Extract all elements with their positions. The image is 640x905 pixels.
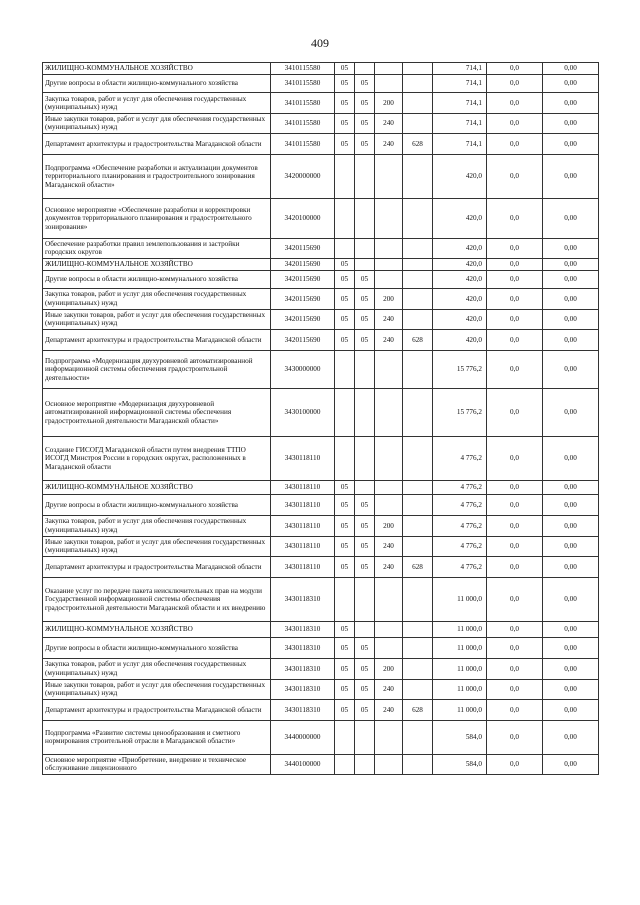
table-row (43, 658, 599, 679)
cell-sum-1: 4 776,2 (433, 494, 487, 515)
cell-sum-1: 714,1 (433, 63, 487, 75)
cell-subsection: 05 (355, 75, 375, 93)
cell-code: 3430118310 (271, 679, 335, 699)
cell-sum-2: 0,0 (487, 154, 543, 198)
cell-expense-type: 240 (375, 536, 403, 556)
cell-department-code (403, 198, 433, 238)
cell-code: 3430118110 (271, 480, 335, 494)
cell-expense-type (375, 494, 403, 515)
cell-section (335, 154, 355, 198)
table-row (43, 637, 599, 658)
cell-sum-3: 0,00 (543, 198, 599, 238)
table-row (43, 133, 599, 154)
table-row (43, 63, 599, 75)
cell-subsection: 05 (355, 309, 375, 329)
cell-sum-1: 714,1 (433, 114, 487, 134)
cell-sum-1: 714,1 (433, 93, 487, 114)
table-row (43, 114, 599, 134)
cell-code: 3420115690 (271, 270, 335, 288)
cell-expense-type: 240 (375, 679, 403, 699)
budget-table (42, 62, 599, 775)
cell-subsection (355, 350, 375, 388)
cell-sum-2: 0,0 (487, 556, 543, 577)
cell-name: Подпрограмма «Обеспечение разработки и актуализации документов территориального планирования и градостроительного зонирования Магаданской области» (43, 154, 271, 198)
cell-section (335, 754, 355, 774)
cell-sum-3: 0,00 (543, 309, 599, 329)
cell-sum-2: 0,0 (487, 270, 543, 288)
cell-subsection: 05 (355, 679, 375, 699)
cell-section: 05 (335, 63, 355, 75)
cell-code: 3430118310 (271, 577, 335, 621)
cell-name: Другие вопросы в области жилищно-коммунального хозяйства (43, 637, 271, 658)
cell-sum-1: 4 776,2 (433, 480, 487, 494)
cell-sum-1: 11 000,0 (433, 621, 487, 637)
cell-code: 3420115690 (271, 329, 335, 350)
cell-department-code (403, 93, 433, 114)
cell-name: Подпрограмма «Развитие системы ценообразования и сметного нормирования строительной отрасли в Магаданской области» (43, 720, 271, 754)
cell-name: Подпрограмма «Модернизация двухуровневой автоматизированной информационной системы обеспечения градостроительной деятельности» (43, 350, 271, 388)
cell-expense-type (375, 754, 403, 774)
cell-expense-type (375, 63, 403, 75)
cell-department-code (403, 494, 433, 515)
cell-code: 3410115580 (271, 133, 335, 154)
cell-expense-type (375, 154, 403, 198)
cell-name: Обеспечение разработки правил землепользования и застройки городских округов (43, 238, 271, 258)
cell-sum-2: 0,0 (487, 238, 543, 258)
cell-sum-1: 15 776,2 (433, 388, 487, 436)
cell-expense-type: 200 (375, 515, 403, 536)
cell-sum-3: 0,00 (543, 637, 599, 658)
cell-department-code (403, 238, 433, 258)
cell-sum-3: 0,00 (543, 480, 599, 494)
cell-department-code (403, 480, 433, 494)
table-row (43, 720, 599, 754)
cell-sum-3: 0,00 (543, 699, 599, 720)
cell-section (335, 720, 355, 754)
cell-subsection (355, 258, 375, 270)
cell-expense-type: 240 (375, 699, 403, 720)
table-row (43, 621, 599, 637)
cell-code: 3420115690 (271, 288, 335, 309)
cell-subsection (355, 720, 375, 754)
cell-code: 3430100000 (271, 388, 335, 436)
cell-code: 3430118110 (271, 556, 335, 577)
cell-sum-3: 0,00 (543, 679, 599, 699)
cell-section: 05 (335, 288, 355, 309)
cell-sum-3: 0,00 (543, 288, 599, 309)
cell-department-code (403, 658, 433, 679)
cell-expense-type (375, 436, 403, 480)
cell-department-code (403, 637, 433, 658)
cell-sum-1: 714,1 (433, 133, 487, 154)
cell-department-code (403, 621, 433, 637)
table-row (43, 309, 599, 329)
cell-code: 3430118110 (271, 436, 335, 480)
cell-subsection (355, 436, 375, 480)
cell-section: 05 (335, 536, 355, 556)
cell-code: 3420115690 (271, 258, 335, 270)
cell-name: Основное мероприятие «Модернизация двухуровневой автоматизированной информационной системы обеспечения градостроительной деятельности Магаданской области» (43, 388, 271, 436)
cell-subsection (355, 238, 375, 258)
cell-section (335, 238, 355, 258)
cell-section: 05 (335, 480, 355, 494)
cell-sum-1: 11 000,0 (433, 658, 487, 679)
cell-sum-3: 0,00 (543, 270, 599, 288)
cell-department-code (403, 720, 433, 754)
cell-sum-3: 0,00 (543, 329, 599, 350)
cell-sum-2: 0,0 (487, 309, 543, 329)
table-row (43, 515, 599, 536)
cell-sum-1: 420,0 (433, 288, 487, 309)
cell-section: 05 (335, 556, 355, 577)
table-row (43, 679, 599, 699)
cell-sum-1: 584,0 (433, 720, 487, 754)
cell-name: ЖИЛИЩНО-КОММУНАЛЬНОЕ ХОЗЯЙСТВО (43, 621, 271, 637)
cell-section: 05 (335, 133, 355, 154)
cell-name: ЖИЛИЩНО-КОММУНАЛЬНОЕ ХОЗЯЙСТВО (43, 480, 271, 494)
table-body (43, 63, 599, 775)
cell-expense-type: 240 (375, 309, 403, 329)
table-row (43, 350, 599, 388)
cell-expense-type (375, 720, 403, 754)
cell-department-code (403, 154, 433, 198)
cell-department-code (403, 114, 433, 134)
cell-department-code: 628 (403, 329, 433, 350)
cell-code: 3410115580 (271, 63, 335, 75)
cell-section: 05 (335, 270, 355, 288)
cell-subsection: 05 (355, 288, 375, 309)
cell-expense-type (375, 621, 403, 637)
cell-code: 3420000000 (271, 154, 335, 198)
table-row (43, 577, 599, 621)
cell-sum-1: 420,0 (433, 238, 487, 258)
cell-name: Закупка товаров, работ и услуг для обеспечения государственных (муниципальных) нужд (43, 658, 271, 679)
cell-subsection (355, 577, 375, 621)
table-row (43, 154, 599, 198)
cell-subsection (355, 198, 375, 238)
cell-sum-2: 0,0 (487, 494, 543, 515)
cell-section: 05 (335, 679, 355, 699)
cell-expense-type (375, 577, 403, 621)
cell-code: 3430118310 (271, 658, 335, 679)
cell-department-code (403, 258, 433, 270)
cell-department-code: 628 (403, 556, 433, 577)
cell-expense-type: 200 (375, 93, 403, 114)
cell-name: Основное мероприятие «Обеспечение разработки и корректировки документов территориального планирования и градостроительного зонирования» (43, 198, 271, 238)
cell-name: Создание ГИСОГД Магаданской области путем внедрения ТТПО ИСОГД Минстроя России в городских округах, расположенных в Магаданской области (43, 436, 271, 480)
cell-section (335, 436, 355, 480)
cell-expense-type (375, 480, 403, 494)
cell-sum-2: 0,0 (487, 388, 543, 436)
cell-sum-2: 0,0 (487, 75, 543, 93)
cell-name: Закупка товаров, работ и услуг для обеспечения государственных (муниципальных) нужд (43, 93, 271, 114)
cell-expense-type (375, 198, 403, 238)
cell-subsection (355, 154, 375, 198)
cell-expense-type: 200 (375, 658, 403, 679)
table-row (43, 198, 599, 238)
cell-sum-2: 0,0 (487, 480, 543, 494)
cell-code: 3430000000 (271, 350, 335, 388)
cell-name: Иные закупки товаров, работ и услуг для обеспечения государственных (муниципальных) нужд (43, 114, 271, 134)
cell-expense-type (375, 258, 403, 270)
cell-sum-2: 0,0 (487, 133, 543, 154)
cell-section: 05 (335, 258, 355, 270)
cell-department-code (403, 515, 433, 536)
cell-name: Департамент архитектуры и градостроительства Магаданской области (43, 329, 271, 350)
cell-subsection (355, 480, 375, 494)
cell-sum-1: 4 776,2 (433, 515, 487, 536)
cell-code: 3420115690 (271, 238, 335, 258)
cell-sum-3: 0,00 (543, 75, 599, 93)
cell-name: Закупка товаров, работ и услуг для обеспечения государственных (муниципальных) нужд (43, 515, 271, 536)
cell-sum-1: 584,0 (433, 754, 487, 774)
table-row (43, 699, 599, 720)
cell-code: 3430118310 (271, 699, 335, 720)
cell-expense-type (375, 238, 403, 258)
cell-sum-1: 4 776,2 (433, 536, 487, 556)
table-row (43, 436, 599, 480)
cell-code: 3420100000 (271, 198, 335, 238)
cell-section: 05 (335, 699, 355, 720)
cell-sum-3: 0,00 (543, 720, 599, 754)
table-row (43, 75, 599, 93)
cell-sum-1: 420,0 (433, 329, 487, 350)
cell-sum-1: 11 000,0 (433, 637, 487, 658)
cell-sum-2: 0,0 (487, 350, 543, 388)
cell-section (335, 388, 355, 436)
cell-sum-2: 0,0 (487, 93, 543, 114)
cell-department-code: 628 (403, 699, 433, 720)
cell-section: 05 (335, 515, 355, 536)
table-row (43, 480, 599, 494)
table-row (43, 754, 599, 774)
table-row (43, 288, 599, 309)
page-number: 409 (311, 36, 329, 50)
cell-sum-2: 0,0 (487, 621, 543, 637)
cell-sum-2: 0,0 (487, 679, 543, 699)
cell-department-code (403, 63, 433, 75)
cell-sum-3: 0,00 (543, 350, 599, 388)
table-row (43, 329, 599, 350)
cell-subsection: 05 (355, 270, 375, 288)
cell-expense-type: 240 (375, 114, 403, 134)
cell-sum-3: 0,00 (543, 388, 599, 436)
cell-section: 05 (335, 93, 355, 114)
cell-code: 3430118310 (271, 637, 335, 658)
cell-sum-3: 0,00 (543, 658, 599, 679)
cell-sum-2: 0,0 (487, 637, 543, 658)
cell-sum-1: 15 776,2 (433, 350, 487, 388)
cell-code: 3430118110 (271, 494, 335, 515)
cell-sum-1: 714,1 (433, 75, 487, 93)
cell-name: Другие вопросы в области жилищно-коммунального хозяйства (43, 270, 271, 288)
cell-name: Основное мероприятие «Приобретение, внедрение и техническое обслуживание лицензионного (43, 754, 271, 774)
cell-section: 05 (335, 309, 355, 329)
cell-expense-type (375, 75, 403, 93)
cell-subsection: 05 (355, 133, 375, 154)
cell-name: Департамент архитектуры и градостроительства Магаданской области (43, 699, 271, 720)
cell-section: 05 (335, 114, 355, 134)
cell-expense-type: 240 (375, 133, 403, 154)
table-row (43, 388, 599, 436)
cell-subsection: 05 (355, 114, 375, 134)
cell-sum-2: 0,0 (487, 258, 543, 270)
cell-subsection: 05 (355, 93, 375, 114)
cell-sum-1: 4 776,2 (433, 556, 487, 577)
cell-code: 3440100000 (271, 754, 335, 774)
cell-department-code: 628 (403, 133, 433, 154)
cell-sum-3: 0,00 (543, 258, 599, 270)
cell-code: 3430118310 (271, 621, 335, 637)
cell-subsection: 05 (355, 637, 375, 658)
cell-sum-3: 0,00 (543, 577, 599, 621)
cell-code: 3420115690 (271, 309, 335, 329)
cell-section: 05 (335, 637, 355, 658)
cell-department-code (403, 288, 433, 309)
cell-name: Оказание услуг по передаче пакета неисключительных прав на модули Государственной информационной системы обеспечения градостроительной деятельности Магаданской области и их внедрению (43, 577, 271, 621)
cell-sum-2: 0,0 (487, 515, 543, 536)
cell-subsection (355, 621, 375, 637)
cell-sum-1: 420,0 (433, 258, 487, 270)
cell-sum-3: 0,00 (543, 536, 599, 556)
cell-sum-3: 0,00 (543, 436, 599, 480)
cell-name: Департамент архитектуры и градостроительства Магаданской области (43, 133, 271, 154)
cell-sum-3: 0,00 (543, 238, 599, 258)
table-row (43, 258, 599, 270)
cell-sum-1: 420,0 (433, 270, 487, 288)
cell-subsection (355, 388, 375, 436)
cell-subsection: 05 (355, 494, 375, 515)
cell-sum-2: 0,0 (487, 720, 543, 754)
cell-department-code (403, 536, 433, 556)
cell-code: 3410115580 (271, 75, 335, 93)
table-row (43, 93, 599, 114)
cell-sum-2: 0,0 (487, 329, 543, 350)
cell-section: 05 (335, 329, 355, 350)
cell-sum-1: 11 000,0 (433, 679, 487, 699)
cell-sum-3: 0,00 (543, 133, 599, 154)
cell-department-code (403, 75, 433, 93)
cell-name: ЖИЛИЩНО-КОММУНАЛЬНОЕ ХОЗЯЙСТВО (43, 258, 271, 270)
cell-sum-2: 0,0 (487, 198, 543, 238)
cell-sum-3: 0,00 (543, 63, 599, 75)
cell-sum-1: 420,0 (433, 198, 487, 238)
cell-sum-3: 0,00 (543, 154, 599, 198)
cell-sum-1: 420,0 (433, 309, 487, 329)
cell-sum-3: 0,00 (543, 556, 599, 577)
cell-name: Другие вопросы в области жилищно-коммунального хозяйства (43, 75, 271, 93)
cell-expense-type: 240 (375, 329, 403, 350)
cell-sum-3: 0,00 (543, 515, 599, 536)
cell-department-code (403, 388, 433, 436)
cell-expense-type (375, 388, 403, 436)
cell-subsection: 05 (355, 658, 375, 679)
cell-sum-2: 0,0 (487, 63, 543, 75)
cell-subsection: 05 (355, 699, 375, 720)
cell-name: Департамент архитектуры и градостроительства Магаданской области (43, 556, 271, 577)
cell-sum-3: 0,00 (543, 754, 599, 774)
cell-subsection: 05 (355, 515, 375, 536)
cell-sum-3: 0,00 (543, 114, 599, 134)
cell-department-code (403, 754, 433, 774)
cell-sum-2: 0,0 (487, 536, 543, 556)
table-row (43, 238, 599, 258)
cell-expense-type (375, 270, 403, 288)
table-row (43, 270, 599, 288)
cell-code: 3410115580 (271, 114, 335, 134)
cell-code: 3430118110 (271, 536, 335, 556)
cell-section: 05 (335, 494, 355, 515)
cell-code: 3440000000 (271, 720, 335, 754)
cell-section (335, 198, 355, 238)
table-row (43, 494, 599, 515)
table-row (43, 556, 599, 577)
cell-sum-2: 0,0 (487, 658, 543, 679)
cell-sum-2: 0,0 (487, 114, 543, 134)
cell-sum-2: 0,0 (487, 436, 543, 480)
cell-name: Закупка товаров, работ и услуг для обеспечения государственных (муниципальных) нужд (43, 288, 271, 309)
cell-code: 3410115580 (271, 93, 335, 114)
cell-sum-1: 420,0 (433, 154, 487, 198)
cell-name: Другие вопросы в области жилищно-коммунального хозяйства (43, 494, 271, 515)
cell-section: 05 (335, 75, 355, 93)
cell-subsection: 05 (355, 556, 375, 577)
cell-name: ЖИЛИЩНО-КОММУНАЛЬНОЕ ХОЗЯЙСТВО (43, 63, 271, 75)
cell-sum-2: 0,0 (487, 699, 543, 720)
cell-section (335, 577, 355, 621)
cell-name: Иные закупки товаров, работ и услуг для обеспечения государственных (муниципальных) нужд (43, 536, 271, 556)
cell-section: 05 (335, 658, 355, 679)
cell-sum-1: 4 776,2 (433, 436, 487, 480)
cell-department-code (403, 577, 433, 621)
cell-expense-type (375, 350, 403, 388)
cell-name: Иные закупки товаров, работ и услуг для обеспечения государственных (муниципальных) нужд (43, 309, 271, 329)
cell-sum-3: 0,00 (543, 621, 599, 637)
cell-sum-1: 11 000,0 (433, 577, 487, 621)
cell-subsection: 05 (355, 536, 375, 556)
cell-subsection (355, 63, 375, 75)
cell-sum-3: 0,00 (543, 93, 599, 114)
cell-sum-1: 11 000,0 (433, 699, 487, 720)
cell-department-code (403, 309, 433, 329)
cell-sum-3: 0,00 (543, 494, 599, 515)
cell-code: 3430118110 (271, 515, 335, 536)
cell-subsection: 05 (355, 329, 375, 350)
cell-sum-2: 0,0 (487, 577, 543, 621)
cell-department-code (403, 270, 433, 288)
cell-name: Иные закупки товаров, работ и услуг для обеспечения государственных (муниципальных) нужд (43, 679, 271, 699)
cell-subsection (355, 754, 375, 774)
cell-section: 05 (335, 621, 355, 637)
cell-sum-2: 0,0 (487, 288, 543, 309)
cell-sum-2: 0,0 (487, 754, 543, 774)
cell-expense-type: 200 (375, 288, 403, 309)
cell-expense-type: 240 (375, 556, 403, 577)
table-row (43, 536, 599, 556)
cell-department-code (403, 436, 433, 480)
cell-department-code (403, 350, 433, 388)
cell-section (335, 350, 355, 388)
cell-department-code (403, 679, 433, 699)
cell-expense-type (375, 637, 403, 658)
